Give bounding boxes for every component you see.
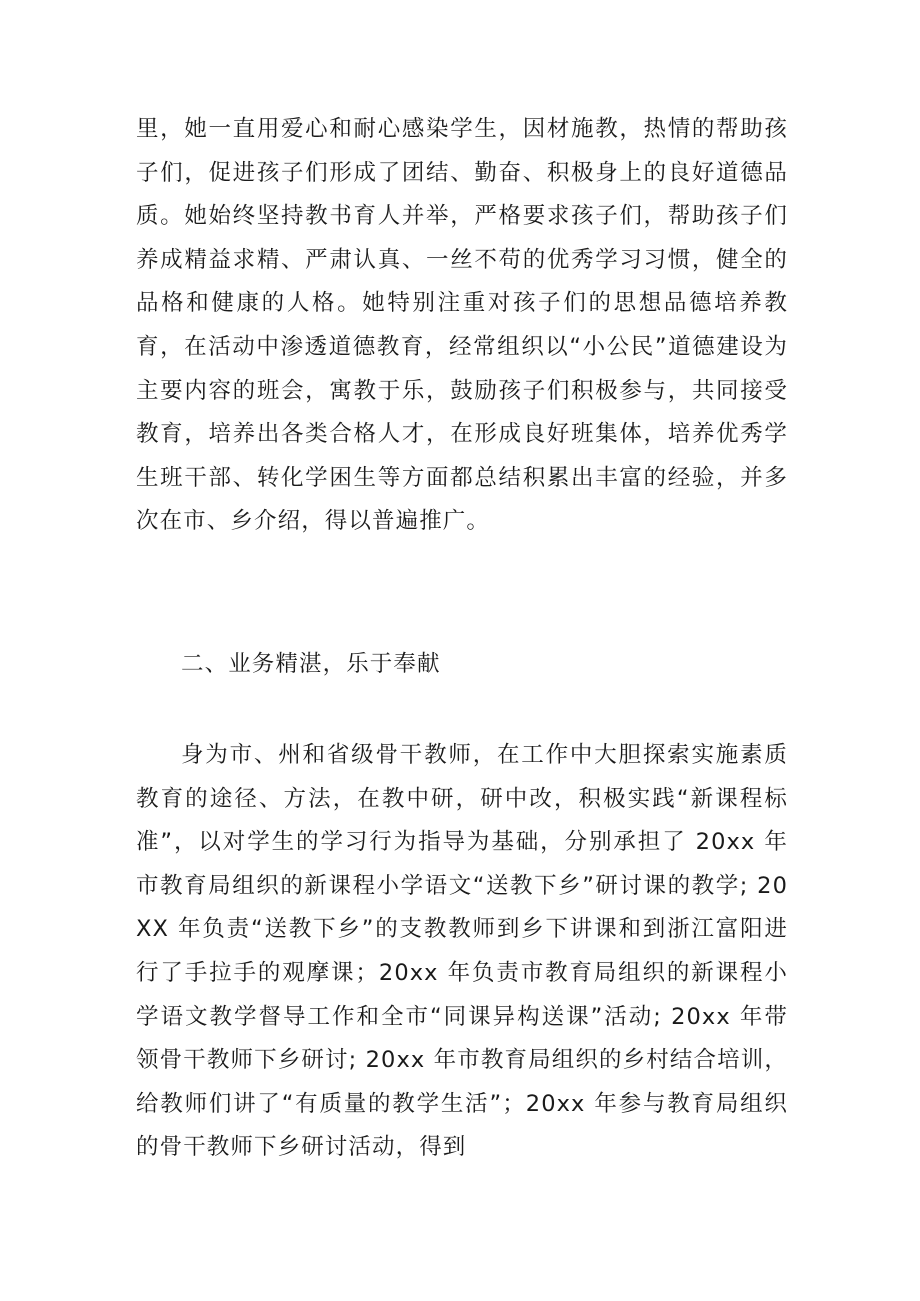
body-paragraph: 里，她一直用爱心和耐心感染学生，因材施教，热情的帮助孩子们，促进孩子们形成了团结、勤奋、积极身上的良好道德品质。她始终坚持教书育人并举，严格要求孩子们，帮助孩子们养成精益求精、严肃认真、一丝不苟的优秀学习习惯，健全的品格和健康的人格。她特别注重对孩子们的思想品德培养教育，在活动中渗透道德教育，经常组织以“小公民”道德建设为主要内容的班会，寓教于乐，鼓励孩子们积极参与，共同接受教育，培养出各类合格人才，在形成良好班集体，培养优秀学生班干部、转化学困生等方面都总结积累出丰富的经验，并多次在市、乡介绍，得以普遍推广。 — [136, 116, 788, 535]
body-paragraph: 身为市、州和省级骨干教师，在工作中大胆探索实施素质教育的途径、方法，在教中研，研中改，积极实践“新课程标准”，以对学生的学习行为指导为基础，分别承担了 20xx 年市教育局组织的新课程小学语文“送教下乡”研讨课的教学; 20XX 年负责“送教下乡”的支教教师到乡下讲课和到浙江富阳进行了手拉手的观摩课；20xx 年负责市教育局组织的新课程小学语文教学督导工作和全市“同课异构送课”活动; 20xx 年带领骨干教师下乡研讨; 20xx 年市教育局组织的乡村结合培训，给教师们讲了“有质量的教学生活”；20xx 年参与教育局组织的骨干教师下乡研讨活动，得到 — [136, 742, 788, 1161]
section-heading: 二、业务精湛，乐于奉献 — [181, 651, 441, 677]
